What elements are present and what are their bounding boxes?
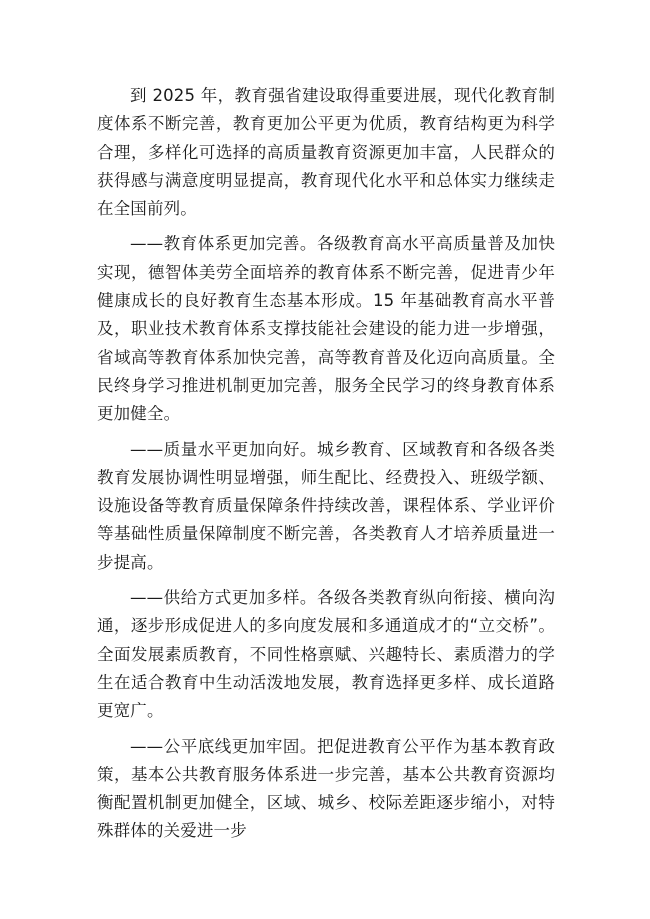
- paragraph-overview: 到 2025 年，教育强省建设取得重要进展，现代化教育制度体系不断完善，教育更加公平更为优质，教育结构更为科学合理，多样化可选择的高质量教育资源更加丰富，人民群众的获得感与满意度明显提高，教育现代化水平和总体实力继续走在全国前列。: [97, 86, 555, 219]
- paragraph-quality-level: ——质量水平更加向好。城乡教育、区域教育和各级各类教育发展协调性明显增强，师生配比、经费投入、班级学额、设施设备等教育质量保障条件持续改善，课程体系、学业评价等基础性质量保障制度不断完善，各类教育人才培养质量进一步提高。: [97, 439, 555, 572]
- paragraph-education-system: ——教育体系更加完善。各级教育高水平高质量普及加快实现，德智体美劳全面培养的教育体系不断完善，促进青少年健康成长的良好教育生态基本形成。15 年基础教育高水平普及，职业技术教育体系支撑技能社会建设的能力进一步增强，省域高等教育体系加快完善，高等教育普及化迈向高质量。全民终身学习推进机制更加完善，服务全民学习的终身教育体系更加健全。: [97, 234, 555, 424]
- paragraph-fairness: ——公平底线更加牢固。把促进教育公平作为基本教育政策，基本公共教育服务体系进一步完善，基本公共教育资源均衡配置机制更加健全，区域、城乡、校际差距逐步缩小，对特殊群体的关爱进一步: [97, 736, 555, 841]
- paragraph-supply-mode: ——供给方式更加多样。各级各类教育纵向衔接、横向沟通，逐步形成促进人的多向度发展和多通道成才的“立交桥”。全面发展素质教育，不同性格禀赋、兴趣特长、素质潜力的学生在适合教育中生动活泼地发展，教育选择更多样、成长道路更宽广。: [97, 588, 555, 721]
- document-body: [97, 82, 555, 853]
